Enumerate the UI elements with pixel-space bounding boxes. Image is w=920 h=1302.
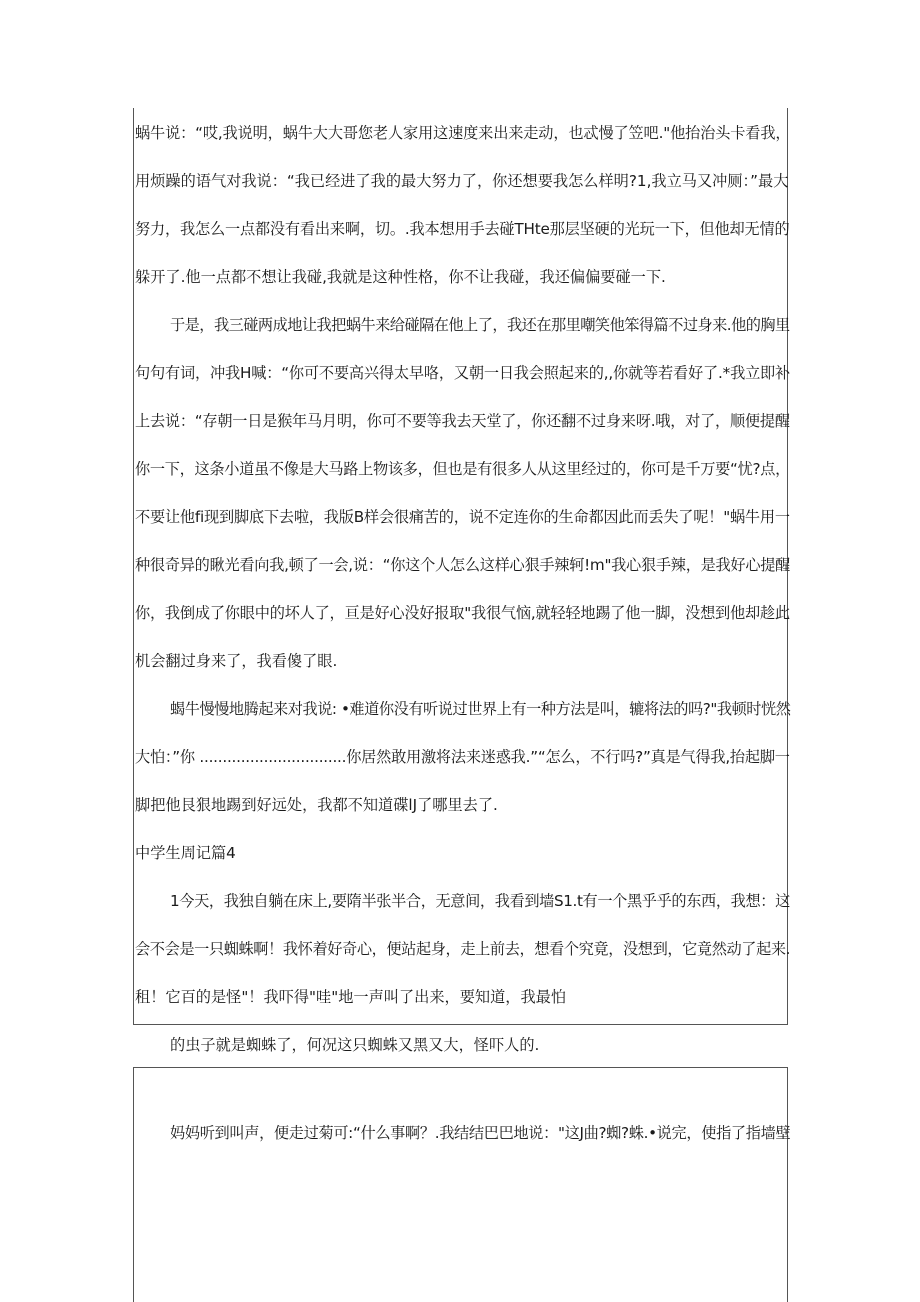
text-line: 你，我倒成了你眼中的坏人了，亘是好心没好报取"我很气恼,就轻轻地踢了他一脚，没想到他却趁此 bbox=[135, 604, 790, 622]
text-line: 用烦躁的语气对我说：“我已经进了我的最大努力了，你还想要我怎么样明?1,我立马又冲厕：”最大 bbox=[135, 172, 789, 190]
text-line: 蝎牛慢慢地腾起来对我说: •难道你没有听说过世界上有一种方法是叫，辘将法的吗?"我顿时恍然 bbox=[170, 700, 791, 718]
text-line: 于是，我三碰两成地让我把蜗牛来给碰隔在他上了，我还在那里嘲笑他笨得篇不过身来.他的胸里 bbox=[170, 316, 790, 334]
text-line: 你一下，这条小道虽不像是大马路上物该多，但也是有很多人从这里经过的，你可是千万要“忧?点， bbox=[135, 460, 790, 478]
text-line: 中学生周记篇4 bbox=[135, 844, 236, 862]
text-line: 的虫子就是蜘蛛了，何况这只蜘蛛又黑又大，怪吓人的. bbox=[170, 1036, 540, 1054]
text-line: 不要让他fi现到脚底下去啦，我版B样会很痛苦的，说不定连你的生命都因此而丢失了呢！"蜗牛用一 bbox=[135, 508, 790, 526]
text-line: 脚把他艮狠地踢到好远处，我都不知道碟lJ了哪里去了. bbox=[135, 796, 498, 814]
text-line: 句句有词，冲我H喊：“你可不要高兴得太早咯，又朝一日我会照起来的,,你就等若看好了.*我立即补 bbox=[135, 364, 791, 382]
text-line: 种很奇异的瞅光看向我,顿了一会,说：“你这个人怎么这样心狠手辣轲!m"我心狠手辣，是我好心提醒 bbox=[135, 556, 791, 574]
text-line: 会不会是一只蜘蛛啊！我怀着好奇心，便站起身，走上前去，想看个究竟，没想到，它竟然动了起来. bbox=[135, 940, 791, 958]
text-line: 机会翻过身来了，我看傻了眼. bbox=[135, 652, 338, 670]
text-line: 上去说：“存朝一日是猴年马月明，你可不要等我去天堂了，你还翻不过身来呀.哦，对了，顺便提醒 bbox=[135, 412, 790, 430]
text-line: 躲开了.他一点都不想让我碰,我就是这种性格，你不让我碰，我还偏偏要碰一下. bbox=[135, 268, 666, 286]
text-line: 租！它百的是怪"！我吓得"哇"地一声叫了出来，要知道，我最怕 bbox=[135, 988, 567, 1006]
text-line: 1今天，我独自躺在床上,要隋半张半合，无意间，我看到墙S1.t有一个黑乎乎的东西，我想：这 bbox=[170, 892, 790, 910]
text-line: 蜗牛说：“哎,我说明，蜗牛大大哥您老人家用这速度来出来走动，也忒慢了笠吧."他抬治头卡看我， bbox=[135, 124, 791, 142]
text-line: 妈妈听到叫声，便走过菊可:“什么事啊？.我结结巴巴地说："这J曲?蜘?蛛.•说完，使指了指墙壁 bbox=[170, 1124, 791, 1142]
page-frame-bottom bbox=[133, 1067, 791, 1302]
text-line: 大怕：”你 ................................你居然敢用激将法来迷惑我.”“怎么，不行吗?”真是气得我,抬起脚一 bbox=[135, 748, 790, 766]
text-line: 努力，我怎么一点都没有看出来啊，切。.我本想用手去碰THte那层坚硬的光玩一下，但他却无情的 bbox=[135, 220, 790, 238]
